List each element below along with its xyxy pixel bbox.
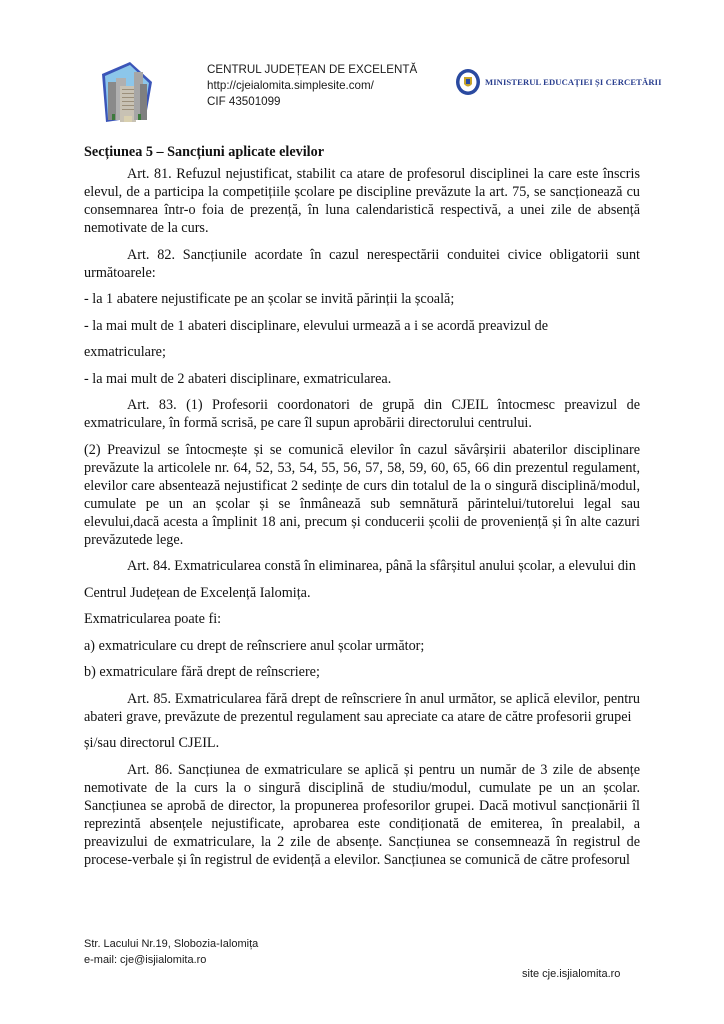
footer-address: Str. Lacului Nr.19, Slobozia-Ialomița bbox=[84, 938, 259, 950]
page-header bbox=[0, 0, 724, 135]
article-81: Art. 81. Refuzul nejustificat, stabilit ca atare de profesorul disciplinei la care este înscris elevul, de a participa la competițiile școlare pe discipline prevăzute la art. 75, se sancționează cu consemnarea într-o foia de prezență, în luna calendaristică respectivă, a unei zile de absență nemotivate de la curs. bbox=[84, 166, 640, 236]
organization-info bbox=[207, 62, 417, 110]
article-86: Art. 86. Sancțiunea de exmatriculare se aplică și pentru un număr de 3 zile de absențe nemotivate de la curs la o singură disciplină de studiu/modul, cumulate pe un an școlar. Sancțiunea se aprobă de director, la propunerea profesorilor grupei. Dacă motivul sancționării îl reprezintă absențele nejustificate, aprobarea este condiționată de emiterea, în prealabil, a preavizului de exmatriculare, la 2 zile de absențe. Sancțiunea se consemnează în registrul de procese-verbale și în registrul de evidență a elevilor. Sancțiunea se comunică de către profesorul bbox=[84, 761, 640, 868]
footer-site[interactable]: site cje.isjialomita.ro bbox=[522, 968, 621, 980]
organization-name: CENTRUL JUDEȚEAN DE EXCELENTĂ bbox=[207, 63, 418, 76]
article-83-paragraph-1: Art. 83. (1) Profesorii coordonatori de grupă din CJEIL întocmesc preavizul de exmatriculare, în formă scrisă, pe care îl supun aprobării directorului centrului. bbox=[84, 397, 640, 431]
article-84: Art. 84. Exmatricularea constă în eliminarea, până la sfârșitul anului școlar, a elevului din bbox=[127, 558, 636, 574]
list-item-continuation: exmatriculare; bbox=[84, 344, 166, 360]
romania-coat-of-arms-seal-icon bbox=[455, 68, 481, 96]
list-item: - la mai mult de 1 abateri disciplinare, elevului urmează a i se acordă preavizul de bbox=[84, 317, 549, 334]
list-item: b) exmatriculare fără drept de reînscriere; bbox=[84, 664, 320, 680]
list-item: a) exmatriculare cu drept de reînscriere anul școlar următor; bbox=[84, 637, 425, 654]
building-logo-icon bbox=[96, 60, 158, 126]
ministry-logo bbox=[455, 66, 662, 98]
article-85-continuation: și/sau directorul CJEIL. bbox=[84, 735, 220, 751]
section-title: Secțiunea 5 – Sancțiuni aplicate elevilor bbox=[84, 144, 324, 160]
article-85: Art. 85. Exmatricularea fără drept de reînscriere în anul următor, se aplică elevilor, pentru abateri grave, prevăzute de prezentul regulament sau apreciate ca atare de către profesorii grupei bbox=[84, 690, 640, 725]
page-footer-contact bbox=[84, 936, 258, 968]
footer-email[interactable]: e-mail: cje@isjialomita.ro bbox=[84, 954, 207, 966]
organization-website[interactable]: http://cjeialomita.simplesite.com/ bbox=[207, 79, 374, 92]
list-item: - la mai mult de 2 abateri disciplinare, exmatricularea. bbox=[84, 370, 392, 387]
article-83-paragraph-2: (2) Preavizul se întocmește și se comunică elevilor în cazul săvârșirii abaterilor disciplinare prevăzute la articolele nr. 64, 52, 53, 54, 55, 56, 57, 58, 59, 60, 65, 66 din prezentul regulament, elevilor care absentează nejustificat 2 sedințe de curs din totalul de la o singură disciplină/modul, cumulate pe un an școlar și se înmânează sub semnătură părintelui/tutorelui legal sau elevului,dacă acesta a împlinit 18 ani, precum și conducerii școlii de proveniență și în alte cazuri prevăzutede lege. bbox=[84, 441, 640, 548]
list-item: - la 1 abatere nejustificate pe an școlar se invită părinții la școală; bbox=[84, 291, 455, 307]
ministry-name: MINISTERUL EDUCAȚIEI ȘI CERCETĂRII bbox=[485, 77, 662, 87]
article-84-options-intro: Exmatricularea poate fi: bbox=[84, 611, 222, 627]
organization-cif: CIF 43501099 bbox=[207, 95, 281, 108]
article-84-continuation: Centrul Județean de Excelență Ialomița. bbox=[84, 584, 311, 601]
article-82: Art. 82. Sancțiunile acordate în cazul nerespectării conduitei civice obligatorii sunt următoarele: bbox=[84, 246, 640, 281]
document-body bbox=[84, 143, 640, 877]
